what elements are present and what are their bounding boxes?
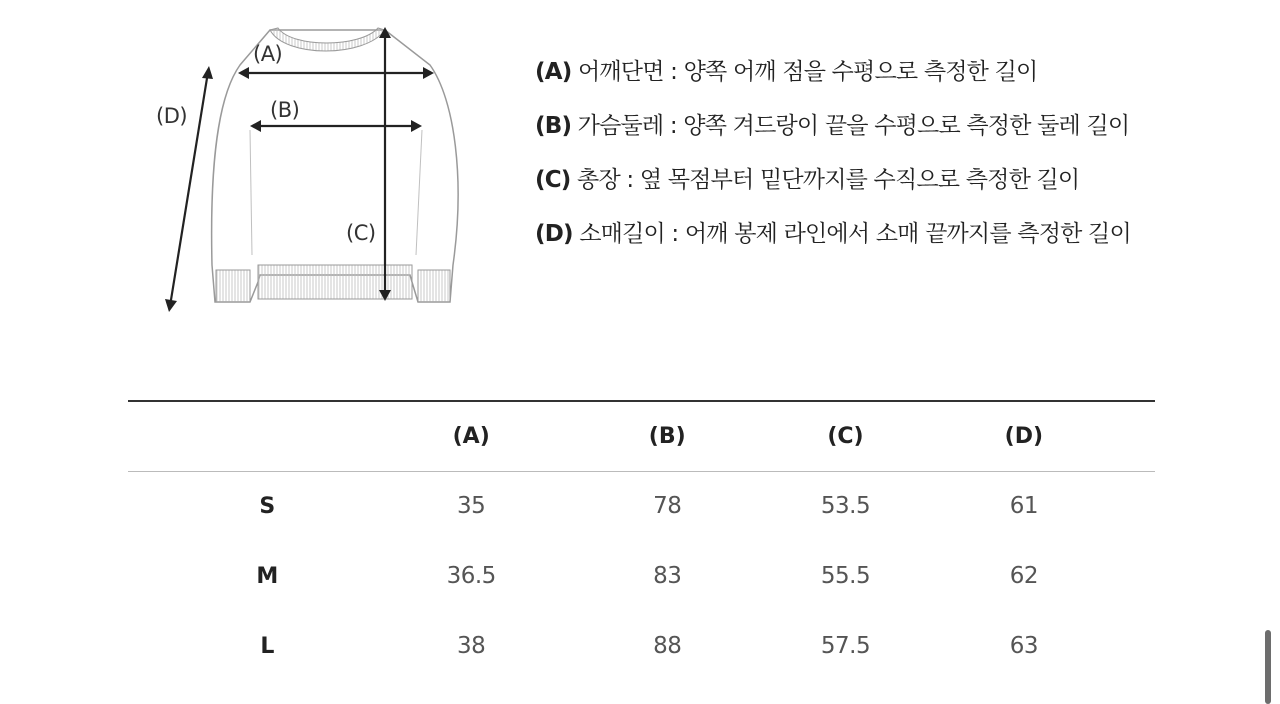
legend-key: (B) <box>535 113 572 139</box>
header-b: (B) <box>536 401 798 471</box>
size-name: S <box>259 493 275 519</box>
legend-text: 가슴둘레 : 양쪽 겨드랑이 끝을 수평으로 측정한 둘레 길이 <box>571 113 1130 139</box>
legend-text: 어깨단면 : 양쪽 어깨 점을 수평으로 측정한 길이 <box>571 59 1038 85</box>
value-c: 57.5 <box>820 633 871 659</box>
legend-item-d <box>535 216 1131 270</box>
table-row <box>128 611 1155 681</box>
diagram-label-a: (A) <box>253 42 283 66</box>
legend-item-a <box>535 54 1131 108</box>
value-a: 36.5 <box>446 563 496 589</box>
value-c: 53.5 <box>820 493 871 520</box>
header-a: (A) <box>406 401 536 471</box>
sweater-measurement-diagram <box>150 20 480 320</box>
value-d: 62 <box>1009 563 1038 589</box>
value-d: 61 <box>1009 493 1038 520</box>
value-a: 38 <box>457 633 486 659</box>
value-b: 78 <box>653 493 682 520</box>
table-row <box>128 471 1155 541</box>
legend-text: 총장 : 옆 목점부터 밑단까지를 수직으로 측정한 길이 <box>570 167 1080 193</box>
legend-text: 소매길이 : 어깨 봉제 라인에서 소매 끝까지를 측정한 길이 <box>572 221 1131 247</box>
diagram-label-b: (B) <box>270 98 300 122</box>
size-table <box>128 400 1155 681</box>
value-a: 35 <box>457 493 486 520</box>
legend-item-c <box>535 162 1131 216</box>
measurement-legend <box>535 54 1131 270</box>
legend-key: (C) <box>535 167 571 193</box>
size-name: M <box>256 563 278 589</box>
legend-item-b <box>535 108 1131 162</box>
value-d: 63 <box>1009 633 1038 659</box>
table-row <box>128 541 1155 611</box>
header-size <box>128 401 406 471</box>
value-b: 83 <box>653 563 682 589</box>
header-d: (D) <box>893 401 1155 471</box>
size-name: L <box>260 633 274 659</box>
sweater-illustration <box>150 20 480 320</box>
legend-key: (D) <box>535 221 573 247</box>
value-b: 88 <box>653 633 682 659</box>
value-c: 55.5 <box>820 563 871 589</box>
header-c: (C) <box>798 401 892 471</box>
diagram-label-d: (D) <box>156 104 188 128</box>
diagram-label-c: (C) <box>346 221 376 245</box>
scrollbar-thumb[interactable] <box>1265 630 1271 704</box>
table-header-row <box>128 401 1155 471</box>
legend-key: (A) <box>535 59 572 85</box>
